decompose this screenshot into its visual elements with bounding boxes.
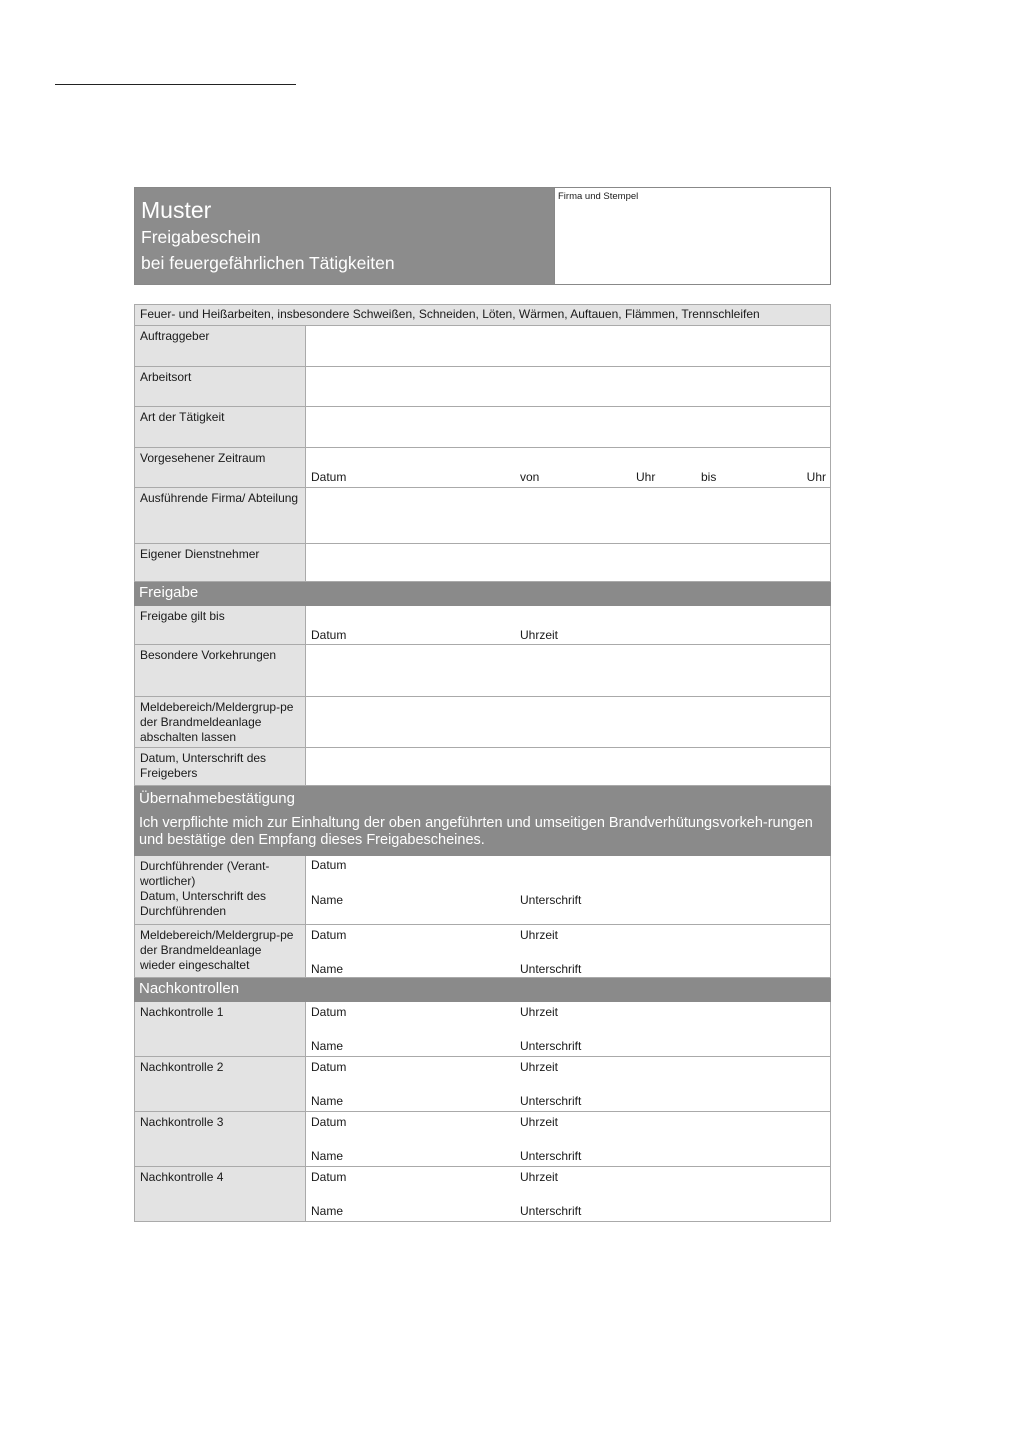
zeitraum-bis-label: bis	[701, 470, 717, 484]
uebernahme-statement: Ich verpflichte mich zur Einhaltung der oben angeführten und umseitigen Brandverhütungsvorkeh-rungen und bestätige den Empfang dieses Freigabescheines.	[139, 815, 813, 848]
row-freigeber	[135, 748, 831, 786]
section-nachkontrollen	[135, 978, 831, 1002]
label-vorkehrungen: Besondere Vorkehrungen	[135, 645, 306, 697]
nk2-datum-label: Datum	[311, 1060, 347, 1074]
form-title: Muster	[141, 197, 212, 223]
row-dienstnehmer	[135, 544, 831, 582]
field-nachkontrolle-2[interactable]	[306, 1057, 831, 1112]
stamp-label: Firma und Stempel	[558, 191, 639, 202]
label-art: Art der Tätigkeit	[135, 407, 306, 448]
nk1-uhrzeit-label: Uhrzeit	[520, 1005, 559, 1019]
row-nachkontrolle-1	[135, 1002, 831, 1057]
section-uebernahme-heading: Übernahmebestätigung	[139, 790, 295, 807]
section-uebernahme	[135, 786, 831, 856]
intro-text: Feuer- und Heißarbeiten, insbesondere Schweißen, Schneiden, Löten, Wärmen, Auftauen, Flämmen, Trennschleifen	[135, 305, 831, 326]
row-art	[135, 407, 831, 448]
gilt-bis-datum-label: Datum	[311, 628, 347, 642]
title-block	[135, 188, 554, 284]
row-firma	[135, 488, 831, 544]
row-nachkontrolle-2	[135, 1057, 831, 1112]
field-durchfuehrender[interactable]	[306, 856, 831, 925]
nk2-unterschrift-label: Unterschrift	[520, 1094, 582, 1108]
row-durchfuehrender	[135, 856, 831, 925]
label-nachkontrolle-2: Nachkontrolle 2	[135, 1057, 306, 1112]
nk4-unterschrift-label: Unterschrift	[520, 1204, 582, 1218]
label-datum-unterschrift: Datum, Unterschrift des Durchführenden	[140, 889, 267, 918]
form-subtitle-2: bei feuergefährlichen Tätigkeiten	[141, 253, 395, 273]
zeitraum-von-label: von	[520, 470, 540, 484]
field-melde-aus[interactable]	[306, 697, 831, 748]
label-dienstnehmer: Eigener Dienstnehmer	[135, 544, 306, 582]
field-gilt-bis[interactable]	[306, 606, 831, 645]
label-melde-ein: Meldebereich/Meldergrup-pe der Brandmeldeanlage wieder eingeschaltet	[135, 925, 306, 978]
section-freigabe	[135, 582, 831, 606]
permit-form-table	[134, 304, 831, 1222]
top-rule	[55, 84, 296, 85]
field-zeitraum[interactable]	[306, 448, 831, 488]
nk2-name-label: Name	[311, 1094, 344, 1108]
label-gilt-bis: Freigabe gilt bis	[135, 606, 306, 645]
label-durchfuehrender-block	[135, 856, 306, 925]
section-uebernahme-block	[135, 786, 831, 856]
zeitraum-uhr1-label: Uhr	[636, 470, 656, 484]
row-vorkehrungen	[135, 645, 831, 697]
melde-ein-datum-label: Datum	[311, 928, 347, 942]
label-nachkontrolle-1: Nachkontrolle 1	[135, 1002, 306, 1057]
melde-ein-uhrzeit-label: Uhrzeit	[520, 928, 559, 942]
section-freigabe-heading: Freigabe	[135, 582, 831, 606]
row-melde-ein	[135, 925, 831, 978]
zeitraum-uhr2-label: Uhr	[806, 470, 826, 484]
nk4-name-label: Name	[311, 1204, 344, 1218]
row-melde-aus	[135, 697, 831, 748]
row-zeitraum	[135, 448, 831, 488]
row-gilt-bis	[135, 606, 831, 645]
stamp-field[interactable]	[554, 188, 830, 284]
field-arbeitsort[interactable]	[306, 367, 831, 407]
field-vorkehrungen[interactable]	[306, 645, 831, 697]
row-arbeitsort	[135, 367, 831, 407]
nk1-name-label: Name	[311, 1039, 344, 1053]
form-subtitle-1: Freigabeschein	[141, 227, 261, 247]
field-nachkontrolle-3[interactable]	[306, 1112, 831, 1167]
label-auftraggeber: Auftraggeber	[135, 326, 306, 367]
field-nachkontrolle-4[interactable]	[306, 1167, 831, 1222]
field-art[interactable]	[306, 407, 831, 448]
durchf-datum-label: Datum	[311, 858, 347, 872]
melde-ein-unterschrift-label: Unterschrift	[520, 962, 582, 976]
nk3-datum-label: Datum	[311, 1115, 347, 1129]
nk1-unterschrift-label: Unterschrift	[520, 1039, 582, 1053]
form-header	[134, 187, 831, 285]
row-nachkontrolle-3	[135, 1112, 831, 1167]
row-auftraggeber	[135, 326, 831, 367]
nk3-name-label: Name	[311, 1149, 344, 1163]
durchf-unterschrift-label: Unterschrift	[520, 893, 582, 907]
nk2-uhrzeit-label: Uhrzeit	[520, 1060, 559, 1074]
label-freigeber: Datum, Unterschrift des Freigebers	[135, 748, 306, 786]
field-auftraggeber[interactable]	[306, 326, 831, 367]
field-dienstnehmer[interactable]	[306, 544, 831, 582]
field-melde-ein[interactable]	[306, 925, 831, 978]
gilt-bis-uhrzeit-label: Uhrzeit	[520, 628, 559, 642]
field-freigeber[interactable]	[306, 748, 831, 786]
zeitraum-datum-label: Datum	[311, 470, 347, 484]
nk3-uhrzeit-label: Uhrzeit	[520, 1115, 559, 1129]
nk1-datum-label: Datum	[311, 1005, 347, 1019]
label-durchfuehrender: Durchführender (Verant-wortlicher)	[140, 859, 270, 888]
field-nachkontrolle-1[interactable]	[306, 1002, 831, 1057]
field-firma[interactable]	[306, 488, 831, 544]
label-nachkontrolle-4: Nachkontrolle 4	[135, 1167, 306, 1222]
label-arbeitsort: Arbeitsort	[135, 367, 306, 407]
row-nachkontrolle-4	[135, 1167, 831, 1222]
label-firma: Ausführende Firma/ Abteilung	[135, 488, 306, 544]
nk4-datum-label: Datum	[311, 1170, 347, 1184]
label-melde-aus: Meldebereich/Meldergrup-pe der Brandmeldeanlage abschalten lassen	[135, 697, 306, 748]
intro-row	[135, 305, 831, 326]
durchf-name-label: Name	[311, 893, 344, 907]
melde-ein-name-label: Name	[311, 962, 344, 976]
label-nachkontrolle-3: Nachkontrolle 3	[135, 1112, 306, 1167]
section-nachkontrollen-heading: Nachkontrollen	[135, 978, 831, 1002]
nk3-unterschrift-label: Unterschrift	[520, 1149, 582, 1163]
nk4-uhrzeit-label: Uhrzeit	[520, 1170, 559, 1184]
label-zeitraum: Vorgesehener Zeitraum	[135, 448, 306, 488]
